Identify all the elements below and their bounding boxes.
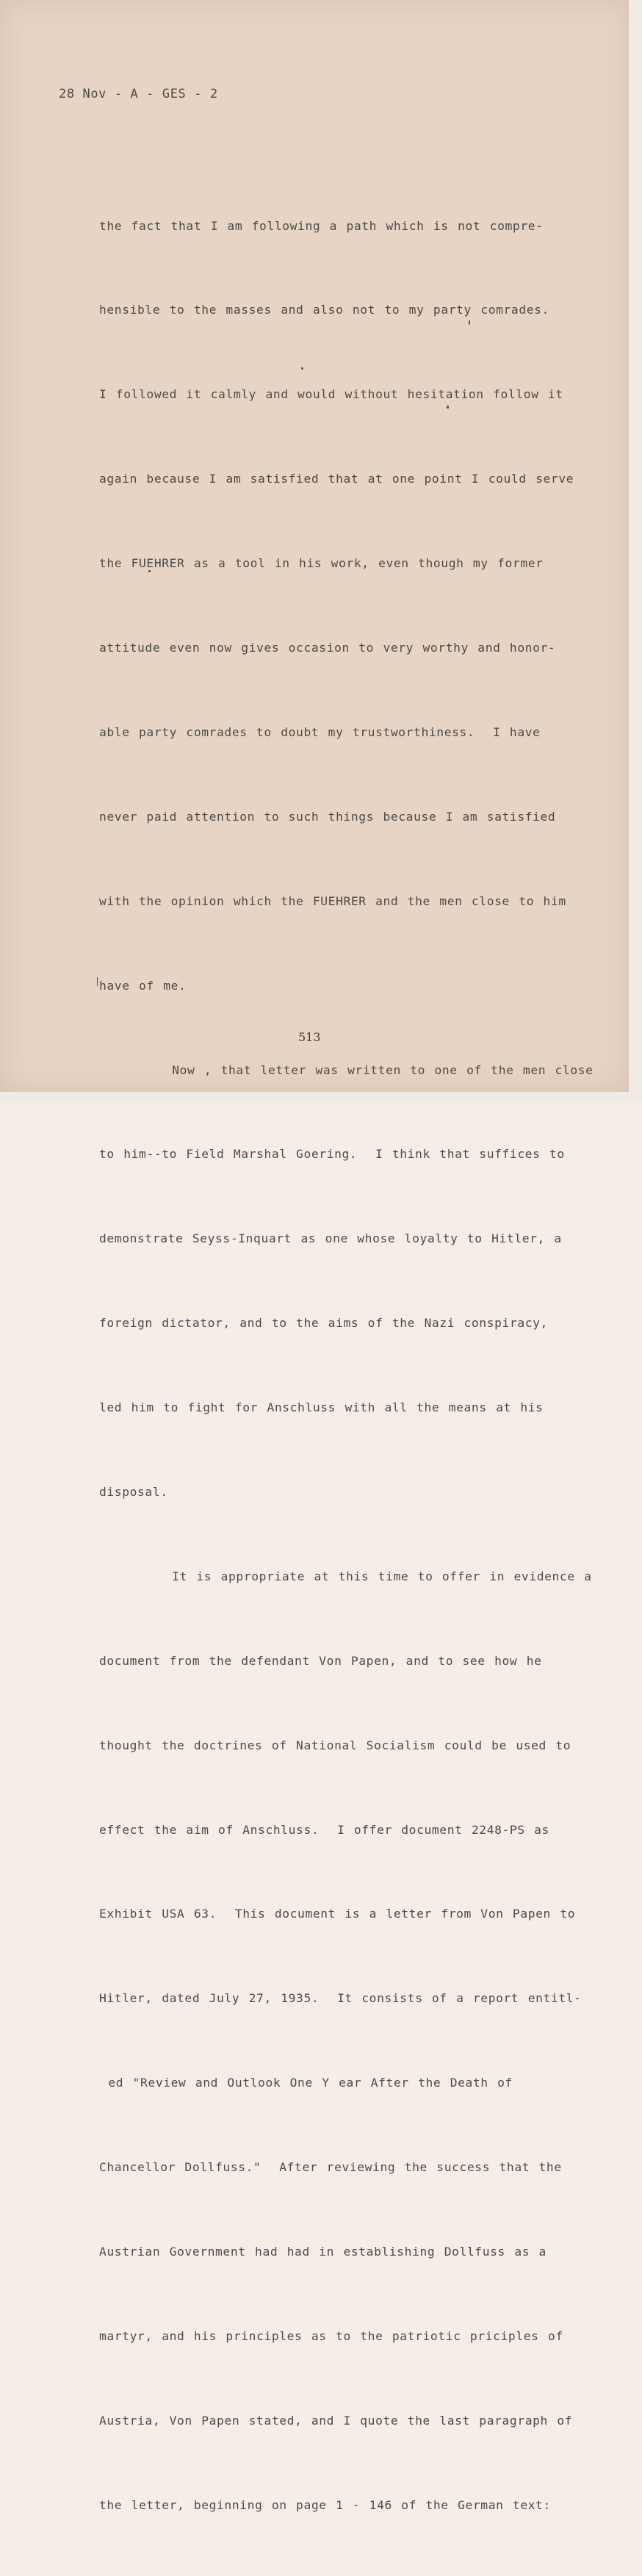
text-line: the FUEHRER as a tool in his work, even though my former [99,556,544,571]
text-line: hensible to the masses and also not to my party comrades. [99,303,549,317]
text-line: with the opinion which the FUEHRER and the men close to him [99,893,566,908]
text-line: Chancellor Dollfuss." After reviewing the success that the [99,2160,562,2175]
stray-mark [148,570,151,572]
text-line: have of me. [99,978,187,993]
stray-mark [447,406,449,409]
stray-mark [301,367,303,370]
text-line: I followed it calmly and would without hesitation follow it [99,387,563,402]
stray-mark [469,320,470,325]
transcript-body [99,156,606,2576]
text-line: led him to fight for Anschluss with all the means at his [99,1400,544,1415]
text-line: ed "Review and Outlook One Y ear After the Death of [99,2076,513,2090]
scan-background-edge [629,0,642,1102]
text-line: disposal. [99,1484,168,1499]
text-line: again because I am satisfied that at one point I could serve [99,472,574,486]
text-line: to him--to Field Marshal Goering. I think that suffices to [99,1147,565,1162]
text-line: effect the aim of Anschluss. I offer document 2248-PS as [99,1822,549,1837]
text-line: Now , that letter was written to one of the men close [99,1062,594,1077]
text-line: foreign dictator, and to the aims of the Nazi conspiracy, [99,1316,548,1331]
text-line: Exhibit USA 63. This document is a letter from Von Papen to [99,1907,576,1921]
stray-mark [97,977,98,986]
text-line: never paid attention to such things because I am satisfied [99,809,556,824]
text-line: able party comrades to doubt my trustworthiness. I have [99,724,541,739]
text-line: the fact that I am following a path which is not compre- [99,218,544,233]
text-line: the letter, beginning on page 1 - 146 of the German text: [99,2497,551,2512]
text-line: thought the doctrines of National Socialism could be used to [99,1738,571,1752]
text-line: document from the defendant Von Papen, and to see how he [99,1653,542,1668]
page-number: 513 [298,1030,321,1044]
text-line: Hitler, dated July 27, 1935. It consists of a report entitl- [99,1991,582,2006]
text-line: martyr, and his principles as to the patriotic priciples of [99,2328,563,2343]
text-line: Austria, Von Papen stated, and I quote the last paragraph of [99,2413,573,2428]
text-line: attitude even now gives occasion to very worthy and honor- [99,641,556,655]
text-line: It is appropriate at this time to offer in evidence a [99,1569,592,1583]
document-reference-header: 28 Nov - A - GES - 2 [59,87,218,101]
text-line: Austrian Government had had in establishing Dollfuss as a [99,2244,547,2259]
text-line: demonstrate Seyss-Inquart as one whose loyalty to Hitler, a [99,1231,562,1246]
